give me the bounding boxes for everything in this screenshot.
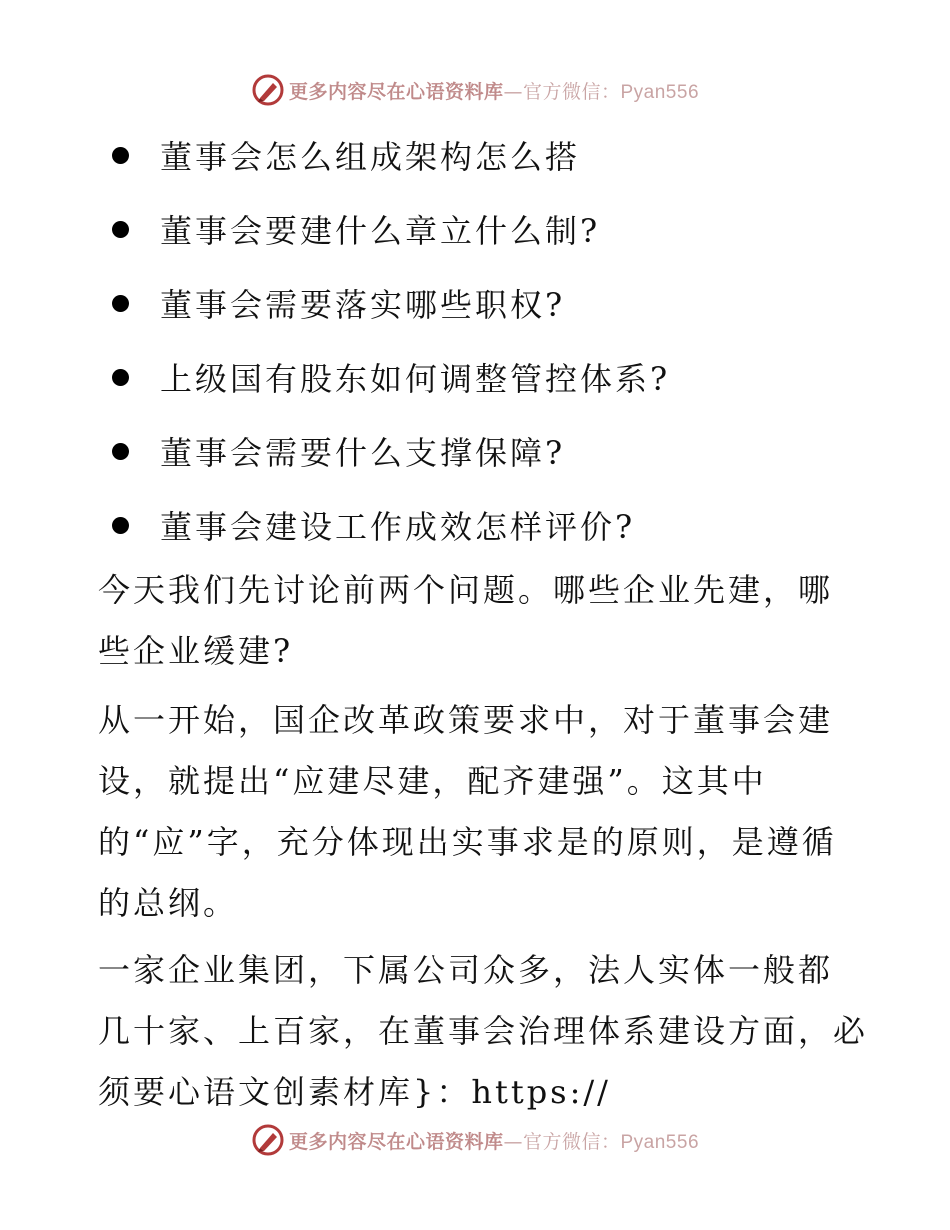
list-item (112, 340, 670, 414)
pen-logo-icon (251, 73, 285, 107)
list-item (112, 488, 670, 562)
footer-watermark (0, 1120, 950, 1160)
list-item (112, 266, 670, 340)
watermark-separator: —官方微信： (503, 80, 621, 103)
list-item-text: 董事会要建什么章立什么制? (160, 212, 601, 250)
list-item (112, 414, 670, 488)
paragraph-line: 从一开始，国企改革政策要求中，对于董事会建 (98, 701, 834, 739)
paragraph-line: 一家企业集团，下属公司众多，法人实体一般都 (98, 951, 834, 989)
watermark-main: 更多内容尽在心语资料库 (288, 80, 504, 103)
list-item-text: 董事会需要落实哪些职权? (160, 286, 566, 324)
list-item-text: 上级国有股东如何调整管控体系? (160, 360, 671, 398)
watermark-main: 更多内容尽在心语资料库 (288, 1130, 504, 1153)
question-list (112, 118, 670, 562)
header-watermark (0, 70, 950, 110)
paragraph-line: 须要心语文创素材库}：https:// (98, 1073, 611, 1111)
watermark-text (289, 77, 699, 104)
paragraph-line: 的总纲。 (98, 884, 239, 922)
paragraph-line: 几十家、上百家，在董事会治理体系建设方面，必 (98, 1012, 869, 1050)
paragraph-line: 的“应”字，充分体现出实事求是的原则，是遵循 (98, 823, 837, 861)
bullet-icon (112, 369, 129, 386)
list-item-text: 董事会需要什么支撑保障? (160, 434, 566, 472)
paragraph-line: 设，就提出“应建尽建，配齐建强”。这其中 (98, 762, 767, 800)
list-item-text: 董事会建设工作成效怎样评价? (160, 508, 636, 546)
paragraph-3 (98, 940, 869, 1123)
bullet-icon (112, 443, 129, 460)
list-item (112, 192, 670, 266)
paragraph-1 (98, 560, 858, 682)
bullet-icon (112, 517, 129, 534)
watermark-id: Pyan556 (620, 81, 700, 103)
list-item-text: 董事会怎么组成架构怎么搭 (160, 138, 581, 176)
watermark-separator: —官方微信： (503, 1130, 621, 1153)
paragraph-line: 些企业缓建? (98, 632, 294, 670)
list-item (112, 118, 670, 192)
pen-logo-icon (251, 1123, 285, 1157)
paragraph-line: 今天我们先讨论前两个问题。哪些企业先建，哪 (98, 571, 834, 609)
bullet-icon (112, 295, 129, 312)
bullet-icon (112, 147, 129, 164)
paragraph-2 (98, 690, 858, 934)
watermark-id: Pyan556 (620, 1131, 700, 1153)
watermark-text (289, 1127, 699, 1154)
bullet-icon (112, 221, 129, 238)
